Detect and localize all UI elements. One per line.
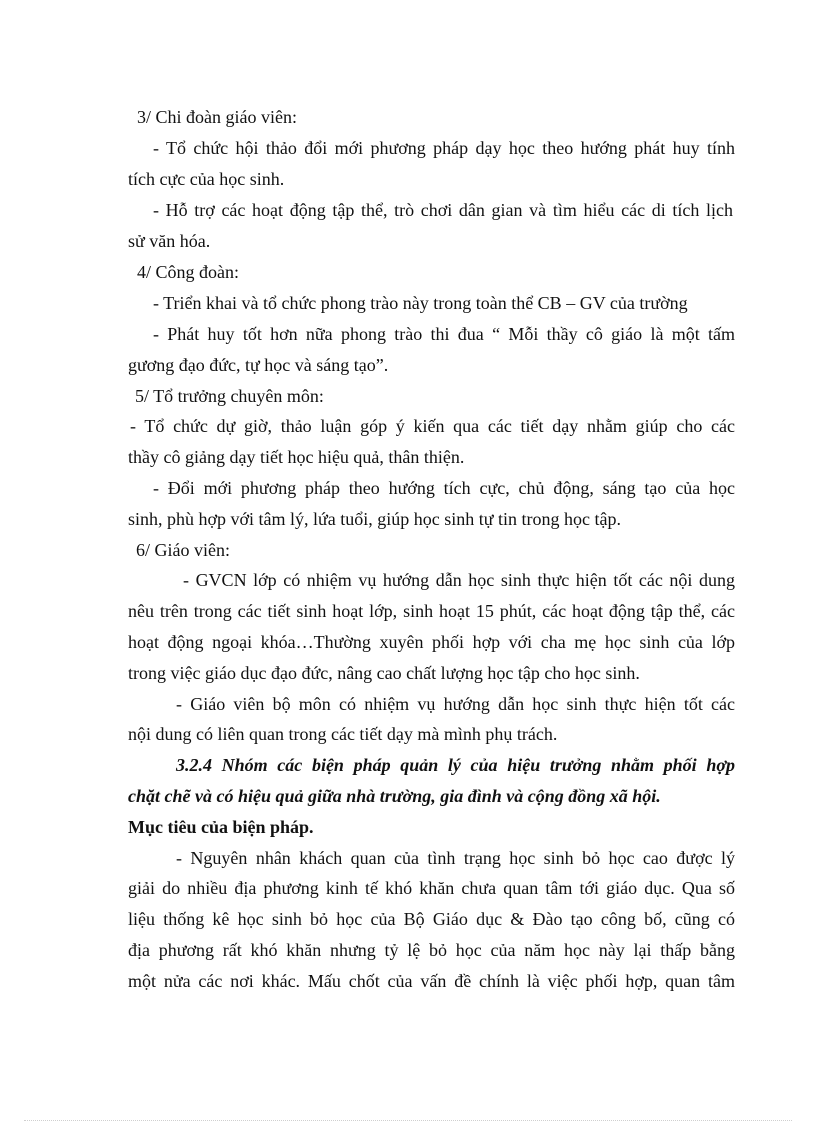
paragraph-line: địa phương rất khó khăn nhưng tỷ lệ bỏ học của năm học này lại thấp bằng — [128, 940, 735, 960]
heading-chi-doan: 3/ Chi đoàn giáo viên: — [137, 107, 297, 127]
paragraph-line: gương đạo đức, tự học và sáng tạo”. — [128, 355, 389, 375]
paragraph-line: sinh, phù hợp với tâm lý, lứa tuổi, giúp học sinh tự tin trong học tập. — [128, 509, 622, 529]
paragraph-line: - Nguyên nhân khách quan của tình trạng học sinh bỏ học cao được lý — [176, 848, 735, 868]
paragraph-line: tích cực của học sinh. — [128, 169, 285, 189]
paragraph-line: nội dung có liên quan trong các tiết dạy mà mình phụ trách. — [128, 724, 558, 744]
paragraph-line: thầy cô giảng dạy tiết học hiệu quả, thân thiện. — [128, 447, 465, 467]
paragraph-line: - Phát huy tốt hơn nữa phong trào thi đua “ Mỗi thầy cô giáo là một tấm — [153, 324, 735, 344]
heading-to-truong: 5/ Tổ trưởng chuyên môn: — [135, 386, 324, 406]
paragraph-line: hoạt động ngoại khóa…Thường xuyên phối hợp với cha mẹ học sinh của lớp — [128, 632, 735, 652]
paragraph-line: sử văn hóa. — [128, 231, 211, 251]
paragraph-line: - Tổ chức hội thảo đổi mới phương pháp dạy học theo hướng phát huy tính — [153, 138, 735, 158]
paragraph-line: giải do nhiều địa phương kinh tế khó khăn chưa quan tâm tới giáo dục. Qua số — [128, 878, 735, 898]
paragraph-line: - GVCN lớp có nhiệm vụ hướng dẫn học sinh thực hiện tốt các nội dung — [183, 570, 735, 590]
page-bottom-divider — [24, 1120, 792, 1121]
section-heading-line: chặt chẽ và có hiệu quả giữa nhà trường, gia đình và cộng đồng xã hội. — [128, 786, 661, 806]
paragraph-line: - Đổi mới phương pháp theo hướng tích cực, chủ động, sáng tạo của học — [153, 478, 735, 498]
paragraph-line: trong việc giáo dục đạo đức, nâng cao chất lượng học tập cho học sinh. — [128, 663, 640, 683]
paragraph-line: - Tổ chức dự giờ, thảo luận góp ý kiến qua các tiết dạy nhằm giúp cho các — [130, 416, 735, 436]
paragraph-line: - Hỗ trợ các hoạt động tập thể, trò chơi dân gian và tìm hiểu các di tích lịch — [153, 200, 733, 220]
paragraph-line: nêu trên trong các tiết sinh hoạt lớp, sinh hoạt 15 phút, các hoạt động tập thể, các — [128, 601, 735, 621]
section-heading-line: 3.2.4 Nhóm các biện pháp quản lý của hiệu trưởng nhằm phối hợp — [176, 755, 735, 775]
paragraph-line: một nửa các nơi khác. Mấu chốt của vấn đề chính là việc phối hợp, quan tâm — [128, 971, 735, 991]
heading-cong-doan: 4/ Công đoàn: — [137, 262, 239, 282]
paragraph-line: liệu thống kê học sinh bỏ học của Bộ Giáo dục & Đào tạo công bố, cũng có — [128, 909, 735, 929]
subheading-muc-tieu: Mục tiêu của biện pháp. — [128, 817, 314, 837]
paragraph-line: - Giáo viên bộ môn có nhiệm vụ hướng dẫn học sinh thực hiện tốt các — [176, 694, 735, 714]
paragraph-line: - Triển khai và tổ chức phong trào này trong toàn thể CB – GV của trường — [153, 293, 688, 313]
heading-giao-vien: 6/ Giáo viên: — [136, 540, 230, 560]
